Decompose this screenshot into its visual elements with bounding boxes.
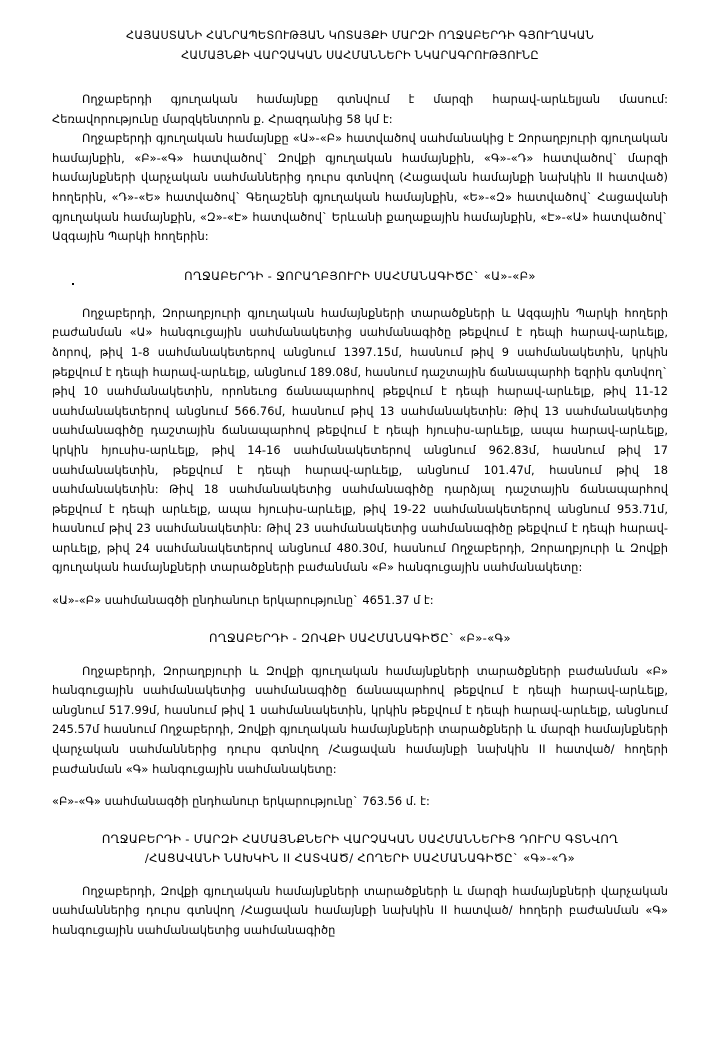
section-3-heading <box>52 830 668 868</box>
section-3-heading-line-1: ՈՂՋԱԲԵՐԴԻ - ՄԱՐԶԻ ՀԱՄԱՅՆՔՆԵՐԻ ՎԱՐՉԱԿԱՆ ՍԱՀՄԱՆՆԵՐԻՑ ԴՈՒՐՍ ԳՏՆՎՈՂ <box>101 831 619 846</box>
section-1-heading-text: ՈՂՋԱԲԵՐԴԻ - ՋՈՐԱՂԲՅՈՒՐԻ ՍԱՀՄԱՆԱԳԻԾԸ` «Ա»-«Բ» <box>184 268 536 283</box>
section-1-body: Ողջաբերդի, Զորաղբյուրի գյուղական համայնքների տարածքների և Ազգային Պարկի հողերի բաժանման «Ա» հանգուցային սահմանակետից սահմանագիծը թեքվում է դեպի հարավ-արևելք, ձորով, թիվ 1-8 սահմանակետերով անցնում 1397.15մ, հասնում թիվ 9 սահմանակետին, կրկին թեքվում է դեպի հարավ-արևելք, անցնում 189.08մ, հասնում դաշտային ճանապարհի եզրին գտնվող` թիվ 10 սահմանակետին, որոնեւոց ճանապարհով թեքվում է դեպի հարավ-արևելք, թիվ 11-12 սահմանակետերով անցնում 566.76մ, հասնում թիվ 13 սահմանակետին: Թիվ 13 սահմանակետից սահմանագիծը դաշտային ճանապարհով թեքվում է դեպի հյուսիս-արևելք, ապա հարավ-արևելք, կրկին հյուսիս-արևելք, թիվ 14-16 սահմանակետերով անցնում 962.83մ, հասնում թիվ 17 սահմանակետին, թեքվում է դեպի հարավ-արևելք, անցնում 101.47մ, հասնում թիվ 18 սահմանակետին: Թիվ 18 սահմանակետից սահմանագիծը դարձյալ դաշտային ճանապարհով թեքվում է դեպի արևելք, ապա հյուսիս-արևելք, թիվ 19-22 սահմանակետերով անցնում 953.71մ, հասնում թիվ 23 սահմանակետին: Թիվ 23 սահմանակետից սահմանագիծը թեքվում է դեպի հարավ-արևելք, թիվ 24 սահմանակետերով անցնում 480.30մ, հասնում Ողջաբերդի, Զորաղբյուրի և Զովքի գյուղական համայնքների տարածքների բաժանման «Բ» հանգուցային սահմանակետը: <box>52 305 668 575</box>
intro-paragraph-2: Ողջաբերդի գյուղական համայնքը «Ա»-«Բ» հատվածով սահմանակից է Զորաղբյուրի գյուղական համայնքին, «Բ»-«Գ» հատվածով` Զովքի գյուղական համայնքին, «Գ»-«Դ» հատվածով` մարզի համայնքների վարչական սահմաններից դուրս գտնվող (Հացավան համայնքի նախկին II հատված) հողերին, «Դ»-«Ե» հատվածով` Գեղաշենի գյուղական համայնքին, «Ե»-«Զ» հատվածով` Հացավանի գյուղական համայնքին, «Զ»-«Է» հատվածով` Երևանի քաղաքային համայնքին, «Է»-«Ա» հատվածով` Ազգային Պարկի հողերին: <box>52 131 668 244</box>
intro-paragraph-1: Ողջաբերդի գյուղական համայնքը գտնվում է մարզի հարավ-արևելյան մասում: Հեռավորությունը մարզկենտրոն ք. Հրազդանից 58 կմ է: <box>52 92 668 126</box>
section-2-heading-text: ՈՂՋԱԲԵՐԴԻ - ԶՈՎՔԻ ՍԱՀՄԱՆԱԳԻԾԸ` «Բ»-«Գ» <box>209 630 511 645</box>
stray-mark <box>72 283 74 285</box>
section-2-total: «Բ»-«Գ» սահմանագծի ընդհանուր երկարությունը` 763.56 մ. է: <box>52 794 430 809</box>
document-title-line-2: ՀԱՄԱՅՆՔԻ ՎԱՐՉԱԿԱՆ ՍԱՀՄԱՆՆԵՐԻ ՆԿԱՐԱԳՐՈՒԹՅՈՒՆԸ <box>181 49 539 62</box>
section-2-body: Ողջաբերդի, Զորաղբյուրի և Զովքի գյուղական համայնքների տարածքների բաժանման «Բ» հանգուցային սահմանակետից սահմանագիծը ճանապարհով թեքվում է դեպի հարավ-արևելք, անցնում 517.99մ, հասնում թիվ 1 սահմանակետին, կրկին թեքվում է դեպի հարավ-արևելք, անցնում 245.57մ հասնում Ողջաբերդի, Զովքի գյուղական համայնքների տարածքների և մարզի համայնքների վարչական սահմաններից դուրս գտնվող /Հացավան համայնքի նախկին II հատված/ հողերի բաժանման «Գ» հանգուցային սահմանակետը: <box>52 663 668 776</box>
document-title <box>52 26 668 66</box>
section-3-heading-line-2: /ՀԱՑԱՎԱՆԻ ՆԱԽԿԻՆ II ՀԱՏՎԱԾ/ ՀՈՂԵՐԻ ՍԱՀՄԱՆԱԳԻԾԸ` «Գ»-«Դ» <box>144 850 576 865</box>
section-3-body: Ողջաբերդի, Զովքի գյուղական համայնքների տարածքների և մարզի համայնքների վարչական սահմաններից դուրս գտնվող /Հացավան համայնքի նախկին II հատված/ հողերի բաժանման «Գ» հանգուցային սահմանակետից սահմանագիծը <box>52 883 668 937</box>
section-1-heading <box>52 267 668 286</box>
section-2-heading <box>52 629 668 648</box>
document-title-line-1: ՀԱՅԱՍՏԱՆԻ ՀԱՆՐԱՊԵՏՈՒԹՅԱՆ ԿՈՏԱՅՔԻ ՄԱՐԶԻ ՈՂՋԱԲԵՐԴԻ ԳՅՈՒՂԱԿԱՆ <box>126 29 594 42</box>
section-1-total: «Ա»-«Բ» սահմանագծի ընդհանուր երկարությունը` 4651.37 մ է: <box>52 593 434 608</box>
